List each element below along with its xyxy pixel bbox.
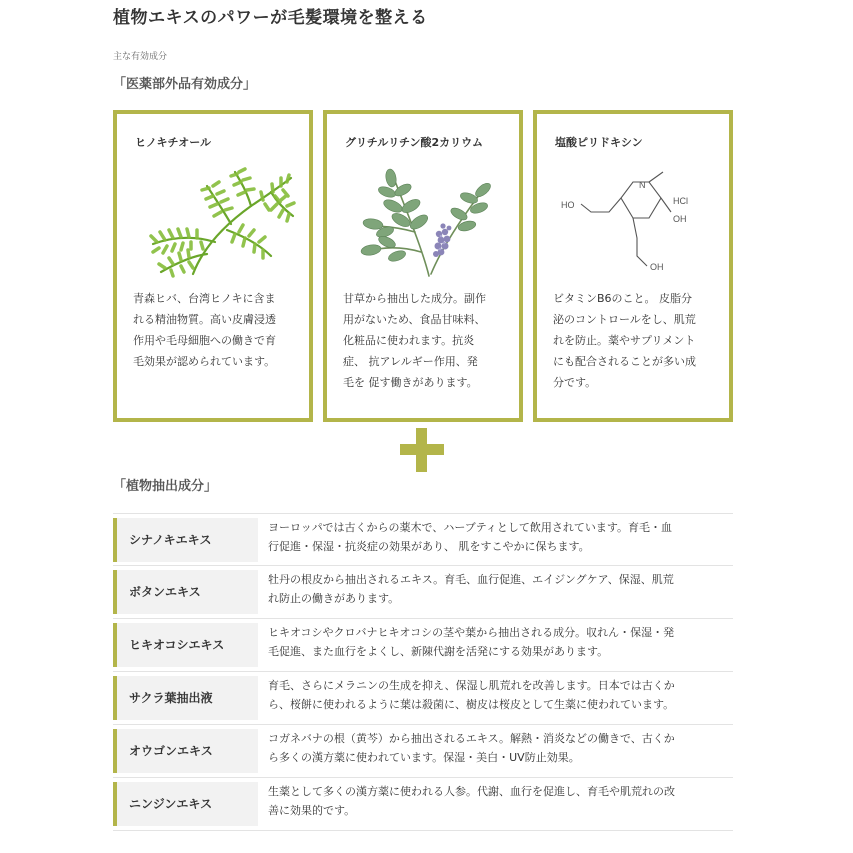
extract-name: サクラ葉抽出液 (113, 676, 258, 720)
extract-desc-line: 牡丹の根皮から抽出されるエキス。育毛、血行促進、エイジングケア、保湿、肌荒 (268, 573, 674, 586)
ingredient-card-hinokitiol (113, 110, 313, 422)
formula-label: OH (673, 214, 687, 224)
section-subtitle: 主な有効成分 (113, 52, 168, 62)
table-row (113, 513, 733, 566)
card-desc-line: 甘草から抽出した成分。副作 (343, 292, 486, 305)
extract-name: シナノキエキス (113, 518, 258, 562)
card-desc-line: ビタミンB6のこと。 皮脂分 (553, 292, 693, 305)
card-desc-line: 用がないため、食品甘味料、 (343, 313, 486, 326)
table-row (113, 619, 733, 672)
extract-name: ボタンエキス (113, 570, 258, 614)
card-desc-line: 化粧品に使われます。抗炎 (343, 334, 475, 347)
extract-description (268, 676, 730, 714)
pyridoxine-structure-icon (551, 162, 721, 280)
extract-name: ニンジンエキス (113, 782, 258, 826)
plant-extract-heading: 「植物抽出成分」 (113, 479, 218, 494)
extract-desc-line: ヒキオコシやクロバナヒキオコシの茎や葉から抽出される成分。収れん・保湿・発 (268, 626, 675, 639)
extract-desc-line: 行促進・保湿・抗炎症の効果があり、 肌をすこやかに保ちます。 (268, 540, 590, 553)
extract-description (268, 623, 730, 661)
card-desc-line: 青森ヒバ、台湾ヒノキに含ま (133, 292, 276, 305)
extract-desc-line: コガネバナの根（黄芩）から抽出されるエキス。解熱・消炎などの働きで、古くか (268, 732, 675, 745)
plant-extract-table (113, 513, 733, 831)
table-row (113, 778, 733, 831)
card-title: ヒノキチオール (135, 136, 212, 149)
extract-desc-line: 育毛、さらにメラニンの生成を抑え、保湿し肌荒れを改善します。日本では古くか (268, 679, 675, 692)
extract-desc-line: ら、桜餅に使われるように葉は殺菌に、樹皮は桜皮として生薬に使われています。 (268, 698, 675, 711)
extract-desc-line: ヨーロッパでは古くからの薬木で、ハーブティとして飲用されています。育毛・血 (268, 521, 673, 534)
ingredient-card-pyridoxine (533, 110, 733, 422)
page-title: 植物エキスのパワーが毛髪環境を整える (113, 8, 428, 28)
card-title: グリチルリチン酸2カリウム (345, 136, 484, 149)
hinoki-branch-icon (131, 162, 301, 280)
extract-desc-line: 善に効果的です。 (268, 804, 356, 817)
extract-name: オウゴンエキス (113, 729, 258, 773)
table-row (113, 566, 733, 619)
table-row (113, 672, 733, 725)
formula-label: HO (561, 200, 575, 210)
formula-label: N (639, 180, 646, 190)
licorice-plant-icon (341, 162, 511, 280)
card-description (133, 288, 299, 372)
ingredient-card-glycyrrhizate (323, 110, 523, 422)
extract-desc-line: ら多くの漢方薬に使われています。保湿・美白・UV防止効果。 (268, 751, 580, 764)
card-desc-line: 作用や毛母細胞への働きで育 (133, 334, 276, 347)
quasi-drug-heading: 「医薬部外品有効成分」 (113, 77, 257, 92)
plus-icon (400, 428, 444, 472)
extract-description (268, 570, 730, 608)
card-desc-line: れを防止。薬やサプリメント (553, 334, 696, 347)
extract-desc-line: 毛促進、また血行をよくし、新陳代謝を活発にする効果があります。 (268, 645, 609, 658)
extract-description (268, 729, 730, 767)
card-description (343, 288, 509, 393)
card-desc-line: れる精油物質。高い皮膚浸透 (133, 313, 276, 326)
extract-desc-line: れ防止の働きがあります。 (268, 592, 400, 605)
card-desc-line: 泌のコントロールをし、肌荒 (553, 313, 696, 326)
table-row (113, 725, 733, 778)
card-desc-line: 毛を 促す働きがあります。 (343, 376, 478, 389)
card-title: 塩酸ピリドキシン (555, 136, 643, 149)
extract-description (268, 782, 730, 820)
card-desc-line: 症、 抗アレルギー作用、発 (343, 355, 478, 368)
card-description (553, 288, 719, 393)
card-desc-line: 分です。 (553, 376, 597, 389)
card-desc-line: にも配合されることが多い成 (553, 355, 696, 368)
extract-description (268, 518, 730, 556)
extract-desc-line: 生薬として多くの漢方薬に使われる人参。代謝、血行を促進し、育毛や肌荒れの改 (268, 785, 675, 798)
extract-name: ヒキオコシエキス (113, 623, 258, 667)
card-desc-line: 毛効果が認められています。 (133, 355, 276, 368)
formula-label: OH (650, 262, 664, 272)
formula-label: HCl (673, 196, 688, 206)
